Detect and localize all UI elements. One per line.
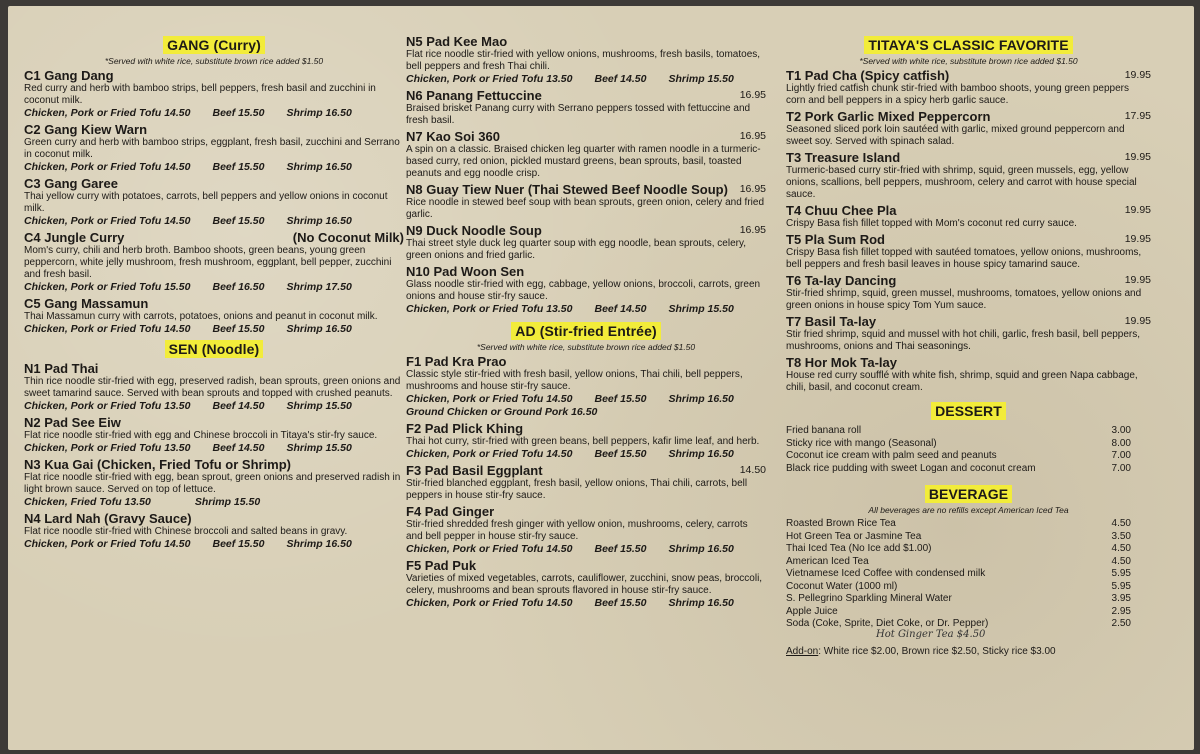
menu-item-price: 16.95: [739, 89, 766, 101]
menu-item-description: Stir-fried blanched eggplant, fresh basil, yellow onions, Thai chili, carrots, bell peppers in house stir-fry sauce.: [406, 478, 748, 501]
menu-item-description: Flat rice noodle stir-fried with Chinese broccoli and salted beans in gravy.: [24, 526, 348, 537]
menu-item-prices: [24, 161, 404, 174]
menu-item-prices: [24, 496, 404, 509]
menu-item-name: N7 Kao Soi 360: [406, 129, 500, 144]
price-option: Beef 15.50: [594, 393, 647, 405]
row-price: 4.50: [1111, 518, 1131, 529]
menu-item-description: Classic style stir-fried with fresh basil, yellow onions, Thai chili, bell peppers, mushrooms and house stir-fry sauce.: [406, 369, 743, 392]
menu-item-title: [406, 223, 766, 238]
menu-item-description: Thai Massamun curry with carrots, potatoes, onions and peanut in coconut milk.: [24, 311, 378, 322]
menu-item: [24, 457, 404, 509]
menu-item: [406, 354, 766, 419]
row-price: 5.95: [1111, 568, 1131, 579]
menu-item-prices: [24, 281, 404, 294]
price-option: Beef 15.50: [594, 543, 647, 555]
menu-item-description: Flat rice noodle stir-fried with yellow onions, mushrooms, fresh basils, tomatoes, bell peppers and fresh Thai chili.: [406, 49, 761, 72]
beverage-list: [786, 518, 1151, 631]
menu-item-title: [406, 264, 766, 279]
menu-item-price: 19.95: [1124, 274, 1151, 286]
menu-item: [24, 511, 404, 551]
menu-item-price: 19.95: [1124, 204, 1151, 216]
price-option: Ground Chicken or Ground Pork 16.50: [406, 406, 598, 418]
row-name: Vietnamese Iced Coffee with condensed milk: [786, 568, 986, 579]
menu-item: [24, 230, 404, 294]
menu-item: [786, 150, 1151, 201]
bev-row: [786, 518, 1151, 531]
menu-item-description: Stir fried shrimp, squid and mussel with hot chili, garlic, fresh basil, bell peppers, mushrooms, onions and Thai seasonings.: [786, 329, 1141, 352]
price-option: Beef 15.50: [594, 597, 647, 609]
menu-item-name: F3 Pad Basil Eggplant: [406, 463, 543, 478]
menu-item-title: [406, 421, 766, 436]
gang-list: [24, 68, 404, 336]
price-option: Shrimp 17.50: [286, 281, 352, 293]
column-middle: [406, 32, 766, 610]
menu-item-title: [786, 232, 1151, 247]
menu-item-price: 17.95: [1124, 110, 1151, 122]
price-option: Chicken, Pork or Fried Tofu 14.50: [406, 543, 573, 555]
menu-item-prices: [24, 323, 404, 336]
menu-item: [406, 264, 766, 316]
row-name: Thai Iced Tea (No Ice add $1.00): [786, 543, 932, 554]
menu-item-name: T3 Treasure Island: [786, 150, 901, 165]
menu-item-title: [786, 68, 1151, 83]
price-option: Shrimp 15.50: [286, 400, 352, 412]
row-name: Coconut Water (1000 ml): [786, 580, 898, 592]
menu-sheet: [8, 6, 1194, 750]
menu-item-title: [24, 230, 404, 245]
price-option: Shrimp 16.50: [668, 597, 734, 609]
price-option: Shrimp 16.50: [286, 538, 352, 550]
section-title-gang: GANG (Curry): [163, 36, 265, 54]
menu-item-description: Stir-fried shredded fresh ginger with yellow onion, mushrooms, celery, carrots and bell pepper in house stir-fry sauce.: [406, 519, 748, 542]
bev-row: [786, 593, 1151, 606]
menu-item-price: 19.95: [1124, 233, 1151, 245]
menu-item-name: N5 Pad Kee Mao: [406, 34, 508, 49]
menu-item-title: [24, 68, 404, 83]
price-option: Beef 14.50: [594, 303, 647, 315]
dessert-row: [786, 425, 1151, 438]
menu-item: [406, 34, 766, 86]
row-name: Apple Juice: [786, 605, 838, 617]
row-name: Sticky rice with mango (Seasonal): [786, 437, 937, 449]
bev-row: [786, 556, 1151, 569]
row-price: 8.00: [1111, 437, 1131, 449]
section-note-pad: *Served with white rice, substitute brown rice added $1.50: [476, 342, 696, 352]
row-name: Hot Green Tea or Jasmine Tea: [786, 530, 922, 542]
price-option: Shrimp 16.50: [668, 393, 734, 405]
menu-item-title: [24, 176, 404, 191]
row-name: Roasted Brown Rice Tea: [786, 518, 896, 529]
menu-item-prices: [24, 107, 404, 120]
menu-item-title: [786, 355, 1151, 370]
menu-item-name: N2 Pad See Eiw: [24, 415, 121, 430]
price-option: Chicken, Pork or Fried Tofu 15.50: [24, 281, 191, 293]
menu-item-name: N6 Panang Fettuccine: [406, 88, 542, 103]
menu-item-name: T2 Pork Garlic Mixed Peppercorn: [786, 109, 991, 124]
menu-item-name: N4 Lard Nah (Gravy Sauce): [24, 511, 192, 526]
menu-item: [406, 558, 766, 610]
sen-list: [24, 361, 404, 551]
menu-item: [24, 361, 404, 413]
menu-item: [24, 415, 404, 455]
menu-item: [406, 463, 766, 502]
bev-row: [786, 606, 1151, 619]
menu-item-name: N10 Pad Woon Sen: [406, 264, 525, 279]
price-option: Shrimp 16.50: [286, 107, 352, 119]
dessert-row: [786, 438, 1151, 451]
price-option: Beef 15.50: [594, 448, 647, 460]
menu-item-name: F1 Pad Kra Prao: [406, 354, 507, 369]
menu-item-name: N3 Kua Gai (Chicken, Fried Tofu or Shrimp): [24, 457, 292, 472]
price-option: Shrimp 16.50: [286, 215, 352, 227]
addon-line: [786, 646, 1151, 657]
classic-list: [786, 68, 1151, 394]
menu-item-title: [24, 361, 404, 376]
menu-item-price: 16.95: [739, 183, 766, 195]
menu-item-name: T1 Pad Cha (Spicy catfish): [786, 68, 950, 83]
section-title-dessert: DESSERT: [931, 402, 1006, 420]
menu-item-title: [24, 415, 404, 430]
menu-item-prices: [24, 400, 404, 413]
menu-item-description: House red curry soufflé with white fish, shrimp, squid and green Napa cabbage, chili, basil, and coconut cream.: [786, 370, 1138, 393]
menu-item-description: Red curry and herb with bamboo strips, bell peppers, fresh basil and zucchini in coconut milk.: [24, 83, 376, 106]
menu-item-description: Crispy Basa fish fillet topped with Mom's coconut red curry sauce.: [786, 218, 1077, 229]
price-option: Chicken, Pork or Fried Tofu 14.50: [24, 161, 191, 173]
menu-item-description: Glass noodle stir-fried with egg, cabbage, yellow onions, broccoli, carrots, green onions and house stir-fry sauce.: [406, 279, 761, 302]
row-price: 2.50: [1111, 618, 1131, 629]
menu-item: [406, 421, 766, 461]
menu-item-description: Green curry and herb with bamboo strips, eggplant, fresh basil, zucchini and Serrano in coconut milk.: [24, 137, 400, 160]
row-price: 3.50: [1111, 530, 1131, 542]
menu-item-price: 19.95: [1124, 315, 1151, 327]
section-note-beverage: All beverages are no refills except American Iced Tea: [868, 505, 1069, 515]
menu-item-title: [406, 34, 766, 49]
price-option: Beef 15.50: [212, 538, 265, 550]
menu-item-name: T5 Pla Sum Rod: [786, 232, 885, 247]
menu-item: [786, 68, 1151, 107]
addon-text: : White rice $2.00, Brown rice $2.50, Sticky rice $3.00: [818, 645, 1056, 657]
menu-item-name: T4 Chuu Chee Pla: [786, 203, 897, 218]
menu-item: [406, 88, 766, 127]
section-note-gang: *Served with white rice, substitute brown rice added $1.50: [104, 56, 324, 66]
menu-item: [786, 109, 1151, 148]
menu-item-name: C4 Jungle Curry: [24, 230, 125, 245]
menu-item-prices: [406, 303, 766, 316]
menu-item-title: [786, 150, 1151, 165]
price-option: Shrimp 16.50: [668, 448, 734, 460]
menu-item: [24, 296, 404, 336]
menu-item-title: [24, 511, 404, 526]
price-option: Chicken, Pork or Fried Tofu 14.50: [24, 107, 191, 119]
row-name: American Iced Tea: [786, 555, 869, 567]
price-option: Shrimp 15.50: [194, 496, 261, 508]
column-right: [786, 36, 1151, 657]
menu-item-description: Flat rice noodle stir-fried with egg, bean sprout, green onions and preserved radish in light brown sauce. Served on top of lettuce.: [24, 472, 401, 495]
row-name: Fried banana roll: [786, 425, 862, 436]
menu-item-name: N1 Pad Thai: [24, 361, 99, 376]
menu-item-name: T6 Ta-lay Dancing: [786, 273, 897, 288]
dessert-row: [786, 463, 1151, 476]
menu-item: [406, 223, 766, 262]
bev-row: [786, 531, 1151, 544]
price-option: Chicken, Pork or Fried Tofu 14.50: [406, 393, 573, 405]
menu-item-prices: [406, 597, 766, 610]
menu-item-price: 14.50: [739, 464, 766, 476]
menu-item-title: [786, 109, 1151, 124]
menu-item-description: Mom's curry, chili and herb broth. Bamboo shoots, green beans, young green peppercorn, white jelly mushroom, fresh mushroom, eggplant, bell pepper, zucchini and fresh basil.: [24, 245, 392, 280]
menu-item-name: F5 Pad Puk: [406, 558, 477, 573]
menu-item-price: 16.95: [739, 224, 766, 236]
price-option: Beef 15.50: [212, 215, 265, 227]
menu-item-title: [406, 463, 766, 478]
menu-item-title: [786, 203, 1151, 218]
row-name: Black rice pudding with sweet Logan and coconut cream: [786, 462, 1036, 474]
price-option: Chicken, Pork or Fried Tofu 14.50: [406, 448, 573, 460]
row-price: 4.50: [1111, 555, 1131, 567]
menu-item-title: [406, 354, 766, 369]
menu-item-title: [24, 296, 404, 311]
dessert-row: [786, 450, 1151, 463]
price-option: Chicken, Pork or Fried Tofu 14.50: [24, 215, 191, 227]
price-option: Shrimp 16.50: [286, 323, 352, 335]
section-title-classic: TITAYA'S CLASSIC FAVORITE: [864, 36, 1072, 54]
menu-item-title: [24, 457, 404, 472]
addon-label: Add-on: [786, 645, 819, 657]
row-price: 5.95: [1111, 580, 1131, 592]
section-title-sen: SEN (Noodle): [165, 340, 264, 358]
price-option: Chicken, Pork or Fried Tofu 14.50: [406, 597, 573, 609]
menu-item-prices-extra: [406, 406, 766, 419]
menu-item-title: [406, 88, 766, 103]
row-name: S. Pellegrino Sparkling Mineral Water: [786, 593, 952, 604]
price-option: Chicken, Pork or Fried Tofu 13.50: [24, 400, 191, 412]
price-option: Beef 16.50: [212, 281, 265, 293]
price-option: Chicken, Pork or Fried Tofu 13.50: [406, 73, 573, 85]
menu-item-price: 16.95: [739, 130, 766, 142]
menu-item-name: T7 Basil Ta-lay: [786, 314, 877, 329]
menu-item-description: Thai yellow curry with potatoes, carrots, bell peppers and yellow onions in coconut milk.: [24, 191, 388, 214]
menu-item-description: Stir-fried shrimp, squid, green mussel, mushrooms, tomatoes, yellow onions and green onions in house spicy Tom Yum sauce.: [786, 288, 1142, 311]
menu-item: [786, 355, 1151, 394]
menu-item-name: C1 Gang Dang: [24, 68, 114, 83]
price-option: Beef 14.50: [212, 442, 265, 454]
menu-item-prices: [24, 442, 404, 455]
menu-item-description: Turmeric-based curry stir-fried with shrimp, squid, green mussels, egg, yellow onions, scallions, bell peppers, mushroom, celery and carrot with house special sauce.: [786, 165, 1137, 200]
menu-item-description: Lightly fried catfish chunk stir-fried with bamboo shoots, young green peppers corn and bell peppers in a spicy herb garlic sauce.: [786, 83, 1129, 106]
menu-item-title: [24, 122, 404, 137]
price-option: Chicken, Pork or Fried Tofu 14.50: [24, 538, 191, 550]
menu-item-prices: [406, 448, 766, 461]
menu-item-description: Crispy Basa fish fillet topped with sautéed tomatoes, yellow onions, mushrooms, bell peppers and fresh basil leaves in house spicy tamarind sauce.: [786, 247, 1142, 270]
menu-item-name: F2 Pad Plick Khing: [406, 421, 524, 436]
menu-item-description: Seasoned sliced pork loin sautéed with garlic, mixed ground peppercorn and sweet soy. Served with spinach salad.: [786, 124, 1125, 147]
menu-item-title: [406, 182, 766, 197]
menu-item-name: N9 Duck Noodle Soup: [406, 223, 542, 238]
menu-item: [786, 273, 1151, 312]
price-option: Shrimp 15.50: [286, 442, 352, 454]
menu-item-description: Thai hot curry, stir-fried with green beans, bell peppers, kafir lime leaf, and herb.: [406, 436, 760, 447]
menu-item-name: N8 Guay Tiew Nuer (Thai Stewed Beef Noodle Soup): [406, 182, 728, 197]
menu-item-prices: [406, 543, 766, 556]
price-option: Chicken, Pork or Fried Tofu 14.50: [24, 323, 191, 335]
price-option: Beef 14.50: [212, 400, 265, 412]
menu-item-description: Rice noodle in stewed beef soup with bean sprouts, green onion, celery and fried garlic.: [406, 197, 765, 220]
row-name: Soda (Coke, Sprite, Diet Coke, or Dr. Pepper): [786, 618, 989, 629]
menu-item-name: C5 Gang Massamun: [24, 296, 149, 311]
price-option: Chicken, Fried Tofu 13.50: [24, 496, 151, 508]
menu-item-prices: [406, 393, 766, 406]
menu-item: [786, 203, 1151, 230]
section-title-pad: AD (Stir-fried Entrée): [511, 322, 660, 340]
menu-item-price: 19.95: [1124, 151, 1151, 163]
menu-item-prices: [406, 73, 766, 86]
menu-item-name: T8 Hor Mok Ta-lay: [786, 355, 898, 370]
menu-item-title: [406, 504, 766, 519]
menu-item: [406, 182, 766, 221]
menu-item-extra: (No Coconut Milk): [292, 230, 404, 245]
menu-item: [406, 129, 766, 180]
bev-row: [786, 581, 1151, 594]
section-title-beverage: BEVERAGE: [925, 485, 1012, 503]
menu-item-description: Flat rice noodle stir-fried with egg and Chinese broccoli in Titaya's stir-fry sauce.: [24, 430, 378, 441]
menu-item-description: Thai street style duck leg quarter soup with egg noodle, bean sprouts, celery, green onions and fried garlic.: [406, 238, 747, 261]
price-option: Beef 15.50: [212, 161, 265, 173]
menu-item: [24, 68, 404, 120]
menu-item-prices: [24, 538, 404, 551]
menu-item-description: Varieties of mixed vegetables, carrots, cauliflower, zucchini, snow peas, broccoli, celery, mushrooms and bean sprouts flavored in house stir-fry sauce.: [406, 573, 763, 596]
price-option: Shrimp 16.50: [668, 543, 734, 555]
menu-item-name: F4 Pad Ginger: [406, 504, 495, 519]
menu-item-description: Thin rice noodle stir-fried with egg, preserved radish, bean sprouts, green onions and sweet tamarind sauce. Served with bean sprouts and topped with crushed peanuts.: [24, 376, 401, 399]
menu-item-name: C2 Gang Kiew Warn: [24, 122, 148, 137]
menu-item: [786, 232, 1151, 271]
menu-item-description: A spin on a classic. Braised chicken leg quarter with ramen noodle in a turmeric-based curry, red onion, pickled mustard greens, bean sprouts, basil, toasted peanuts and egg noodle crisp.: [406, 144, 761, 179]
menu-item: [786, 314, 1151, 353]
price-option: Beef 15.50: [212, 323, 265, 335]
row-name: Coconut ice cream with palm seed and peanuts: [786, 450, 997, 461]
row-price: 7.00: [1111, 450, 1131, 461]
column-left: [24, 36, 404, 551]
price-option: Chicken, Pork or Fried Tofu 13.50: [24, 442, 191, 454]
row-price: 7.00: [1111, 462, 1131, 474]
row-price: 2.95: [1111, 605, 1131, 617]
pad-list: [406, 354, 766, 610]
menu-item-title: [786, 314, 1151, 329]
price-option: Shrimp 15.50: [668, 303, 734, 315]
menu-item-price: 19.95: [1124, 69, 1151, 81]
bev-row: [786, 543, 1151, 556]
price-option: Chicken, Pork or Fried Tofu 13.50: [406, 303, 573, 315]
handwritten-note: Hot Ginger Tea $4.50: [876, 628, 986, 640]
menu-item: [24, 122, 404, 174]
row-price: 3.00: [1111, 425, 1131, 436]
menu-item-description: Braised brisket Panang curry with Serrano peppers tossed with fettuccine and fresh basil.: [406, 103, 751, 126]
dessert-list: [786, 425, 1151, 475]
section-note-classic: *Served with white rice, substitute brown rice added $1.50: [859, 56, 1078, 66]
noodle-list-continued: [406, 34, 766, 316]
price-option: Beef 15.50: [212, 107, 265, 119]
menu-item-title: [406, 558, 766, 573]
price-option: Shrimp 15.50: [668, 73, 734, 85]
menu-item-title: [786, 273, 1151, 288]
menu-item: [406, 504, 766, 556]
row-price: 3.95: [1111, 593, 1131, 604]
bev-row: [786, 568, 1151, 581]
menu-item: [24, 176, 404, 228]
menu-item-prices: [24, 215, 404, 228]
price-option: Shrimp 16.50: [286, 161, 352, 173]
menu-item-name: C3 Gang Garee: [24, 176, 118, 191]
menu-item-title: [406, 129, 766, 144]
price-option: Beef 14.50: [594, 73, 647, 85]
row-price: 4.50: [1111, 543, 1131, 554]
